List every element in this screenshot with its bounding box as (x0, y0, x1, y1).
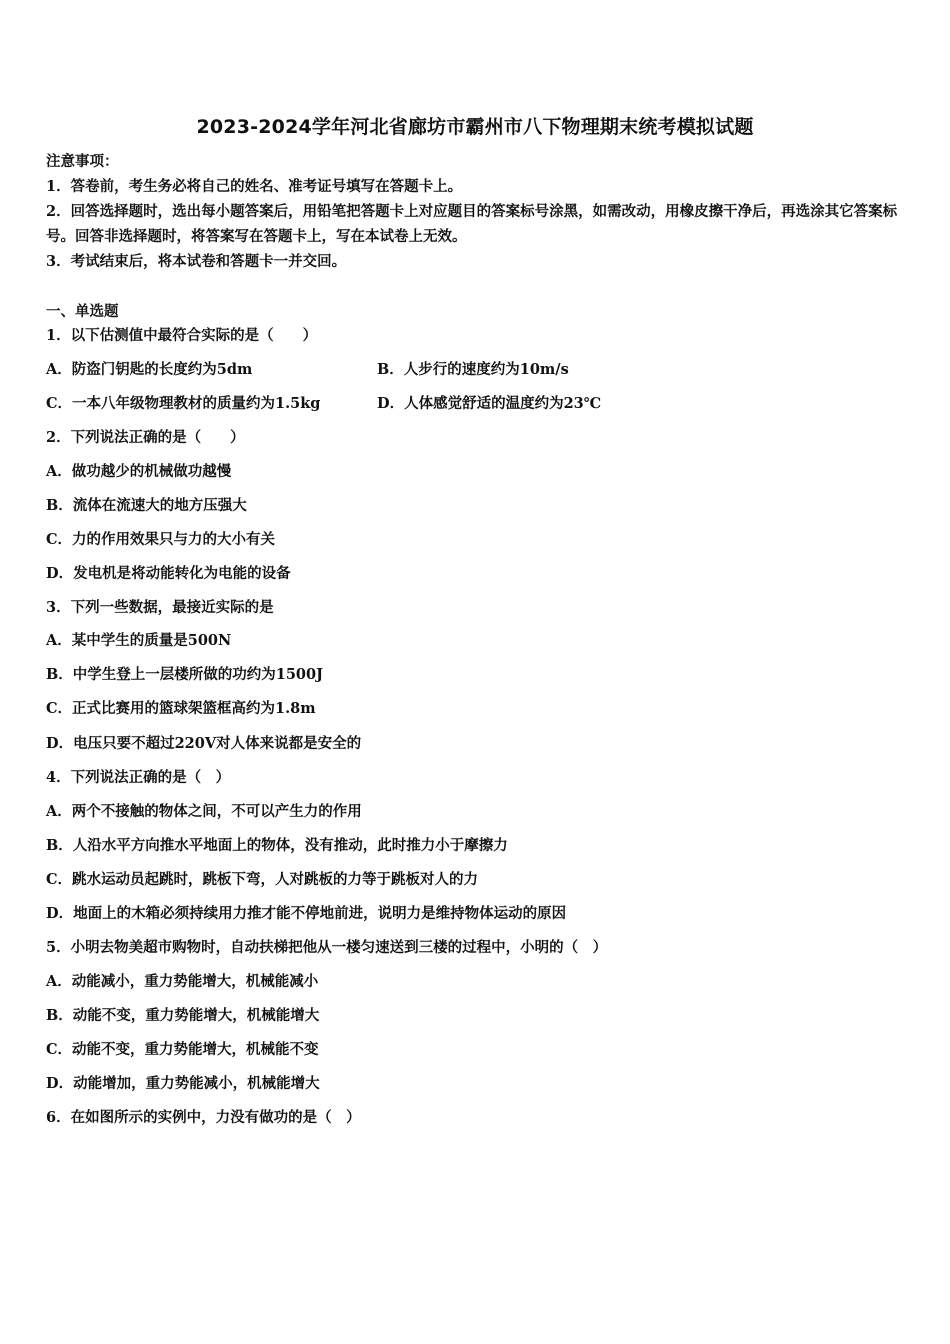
section-heading: 一、单选题 (46, 303, 119, 320)
question-5-option-b: B．动能不变，重力势能增大，机械能增大 (46, 1007, 320, 1024)
question-2-stem: 2．下列说法正确的是（ ） (46, 429, 245, 446)
question-3-stem: 3．下列一些数据，最接近实际的是 (46, 599, 274, 616)
question-1-option-a: A．防盗门钥匙的长度约为5dm (46, 361, 253, 378)
question-4-option-d: D．地面上的木箱必须持续用力推才能不停地前进，说明力是维持物体运动的原因 (46, 905, 567, 922)
question-2-option-c: C．力的作用效果只与力的大小有关 (46, 531, 276, 548)
question-1-option-d: D．人体感觉舒适的温度约为23℃ (377, 395, 602, 412)
exam-title: 2023-2024学年河北省廊坊市霸州市八下物理期末统考模拟试题 (196, 116, 754, 138)
question-1-option-c: C．一本八年级物理教材的质量约为1.5kg (46, 395, 321, 412)
notice-item-2: 2．回答选择题时，选出每小题答案后，用铅笔把答题卡上对应题目的答案标号涂黑，如需改动，用橡皮擦干净后，再选涂其它答案标号。回答非选择题时，将答案写在答题卡上，写在本试卷上无效。 (46, 203, 898, 245)
question-5-option-d: D．动能增加，重力势能减小，机械能增大 (46, 1075, 320, 1092)
question-2-option-b: B．流体在流速大的地方压强大 (46, 497, 247, 514)
question-1-option-b: B．人步行的速度约为10m/s (377, 361, 569, 378)
notice-item-3: 3．考试结束后，将本试卷和答题卡一并交回。 (46, 253, 347, 270)
question-5-stem: 5．小明去物美超市购物时，自动扶梯把他从一楼匀速送到三楼的过程中，小明的（ ） (46, 939, 608, 956)
question-3-option-b: B．中学生登上一层楼所做的功约为1500J (46, 666, 323, 683)
question-1-stem: 1．以下估测值中最符合实际的是（ ） (46, 327, 318, 344)
question-5-option-a: A．动能减小，重力势能增大，机械能减小 (46, 973, 319, 990)
question-5-option-c: C．动能不变，重力势能增大，机械能不变 (46, 1041, 319, 1058)
question-3-option-a: A．某中学生的质量是500N (46, 632, 232, 649)
question-4-option-c: C．跳水运动员起跳时，跳板下弯，人对跳板的力等于跳板对人的力 (46, 871, 479, 888)
notice-item-1: 1．答卷前，考生务必将自己的姓名、准考证号填写在答题卡上。 (46, 178, 463, 195)
notice-heading: 注意事项： (46, 153, 119, 170)
question-3-option-d: D．电压只要不超过220V对人体来说都是安全的 (46, 735, 362, 752)
question-6-stem: 6．在如图所示的实例中，力没有做功的是（ ） (46, 1109, 361, 1126)
question-3-option-c: C．正式比赛用的篮球架篮框高约为1.8m (46, 700, 316, 717)
question-4-stem: 4．下列说法正确的是（ ） (46, 769, 231, 786)
question-4-option-a: A．两个不接触的物体之间，不可以产生力的作用 (46, 803, 362, 820)
question-2-option-d: D．发电机是将动能转化为电能的设备 (46, 565, 291, 582)
question-2-option-a: A．做功越少的机械做功越慢 (46, 463, 232, 480)
question-4-option-b: B．人沿水平方向推水平地面上的物体，没有推动，此时推力小于摩擦力 (46, 837, 508, 854)
